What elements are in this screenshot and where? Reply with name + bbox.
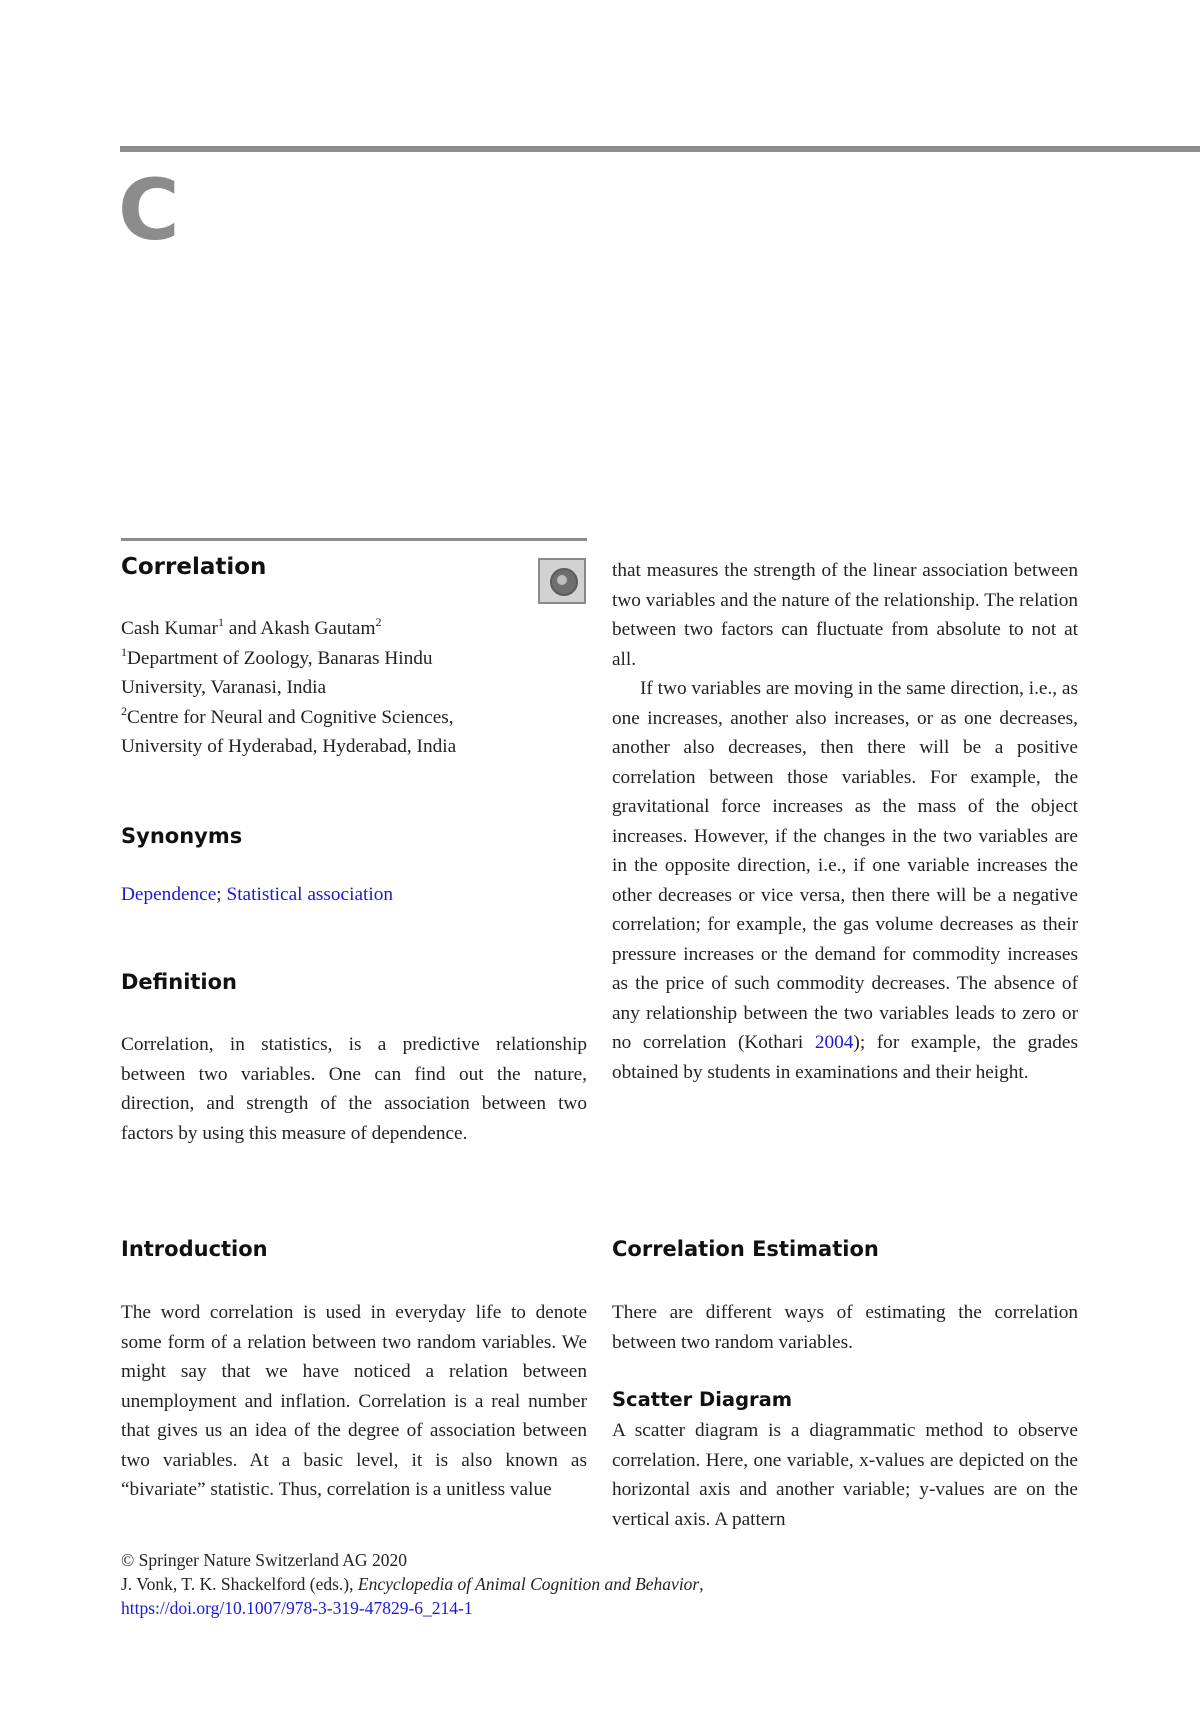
introduction-heading: Introduction — [121, 1237, 268, 1261]
scatter-diagram-text: A scatter diagram is a diagrammatic method to observe correlation. Here, one variable, x-values are depicted on the horizontal axis and another variable; y-values are on the vertical axis. A pattern — [612, 1420, 1078, 1530]
punctuation: , — [699, 1574, 704, 1594]
article-title: Correlation — [121, 554, 267, 580]
citation-line — [121, 1572, 821, 1596]
author-affiliation-marker: 1 — [217, 615, 224, 629]
title-rule — [121, 538, 587, 541]
direction-paragraph — [612, 674, 1078, 1087]
definition-heading: Definition — [121, 970, 238, 994]
author-name: Cash Kumar — [121, 618, 218, 639]
introduction-text: The word correlation is used in everyday life to denote some form of a relation between two random variables. We might say that we have noticed a relation between unemployment and inflation. Correlation is a real number that gives us an idea of the degree of association between two variables. At a basic level, it is also known as “bivariate” statistic. Thus, correlation is a unitless value — [121, 1302, 587, 1500]
author-conjunction: and — [223, 618, 261, 639]
affiliation-marker: 1 — [121, 644, 127, 659]
affiliation-text: Department of Zoology, Banaras Hindu — [127, 647, 433, 669]
definition-text: Correlation, in statistics, is a predictive relationship between two variables. One can find out the nature, direction, and strength of the association between two factors by using this measure of dependence. — [121, 1034, 587, 1144]
chapter-letter: C — [118, 161, 180, 259]
author-affiliation-marker: 2 — [375, 615, 382, 629]
top-rule — [120, 146, 1200, 152]
synonym-link-statistical-association[interactable]: Statistical association — [226, 884, 394, 905]
synonym-link-dependence[interactable]: Dependence — [121, 884, 217, 905]
editors: J. Vonk, T. K. Shackelford (eds.), — [121, 1574, 358, 1594]
affiliation-2-line2: University of Hyderabad, Hyderabad, India — [121, 736, 457, 757]
author-name: Akash Gautam — [260, 618, 376, 639]
check-for-updates-icon[interactable] — [538, 558, 586, 604]
scatter-diagram-heading: Scatter Diagram — [612, 1388, 793, 1411]
continuation-paragraph: that measures the strength of the linear association between two variables and the nature of the relationship. The relation between two factors can fluctuate from absolute to not at all. — [612, 560, 1078, 670]
right-column-continuation — [612, 556, 1078, 1087]
affiliation-2 — [121, 703, 587, 733]
citation-link-2004[interactable]: 2004 — [814, 1032, 854, 1053]
author-block — [121, 614, 587, 762]
paragraph-text: ); for example, the grades obtained by students in examinations and their height. — [612, 1032, 1078, 1083]
crossmark-center — [557, 575, 567, 585]
affiliation-text: Centre for Neural and Cognitive Sciences, — [127, 706, 454, 728]
doi-link[interactable]: https://doi.org/10.1007/978-3-319-47829-6_214-1 — [121, 1598, 473, 1618]
synonym-separator: ; — [216, 884, 227, 905]
affiliation-1-line2: University, Varanasi, India — [121, 677, 327, 698]
synonyms-heading: Synonyms — [121, 824, 243, 848]
correlation-estimation-text: There are different ways of estimating the correlation between two random variables. — [612, 1302, 1078, 1353]
affiliation-marker: 2 — [121, 703, 127, 718]
paragraph-text: If two variables are moving in the same direction, i.e., as one increases, another also increases, or as one decreases, another also decreases, then there will be a positive correlation between those variables. For example, the gravitational force increases as the mass of the object increases. However, if the changes in the two variables are in the opposite direction, i.e., if one variable increases the other decreases or vice versa, then there will be a negative correlation; for example, the gas volume decreases as their pressure increases or the demand for commodity increases as the price of such commodity decreases. The absence of any relationship between the two variables leads to zero or no correlation (Kothari — [612, 678, 1078, 1053]
author-line — [121, 614, 587, 644]
book-title: Encyclopedia of Animal Cognition and Behavior — [357, 1574, 700, 1594]
footer — [121, 1548, 821, 1620]
synonyms-list — [121, 880, 587, 910]
affiliation-1 — [121, 644, 587, 674]
copyright: © Springer Nature Switzerland AG 2020 — [121, 1550, 407, 1570]
correlation-estimation-heading: Correlation Estimation — [612, 1237, 879, 1261]
